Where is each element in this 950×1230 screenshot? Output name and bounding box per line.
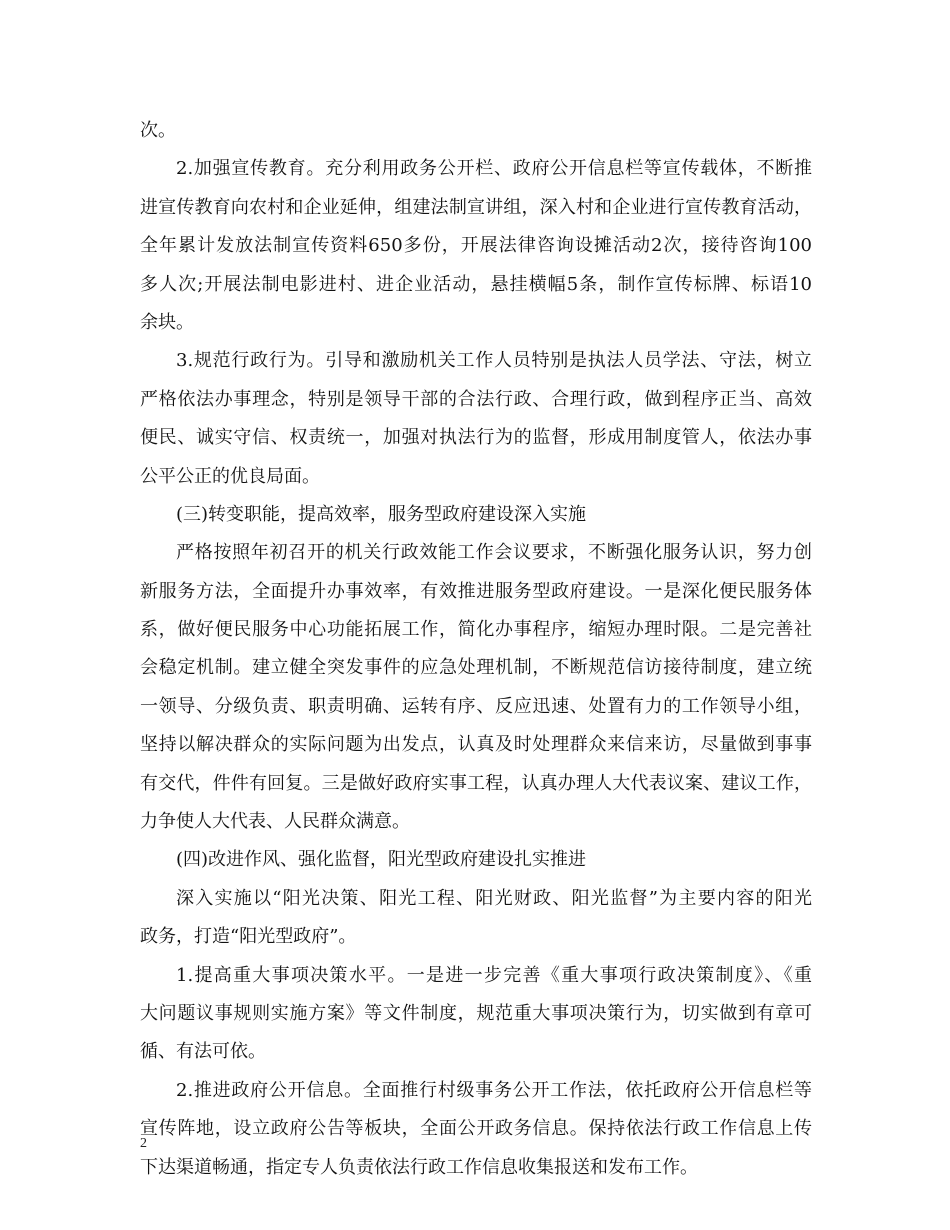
paragraph-line: 次。	[140, 120, 176, 141]
paragraph-line: 一领导、分级负责、职责明确、运转有序、反应迅速、处置有力的工作领导小组，	[140, 695, 812, 717]
paragraph-line: 深入实施以“阳光决策、阳光工程、阳光财政、阳光监督”为主要内容的阳光	[176, 887, 812, 909]
paragraph-line: 力争使人大代表、人民群众满意。	[140, 811, 410, 833]
paragraph-line: 余块。	[140, 311, 194, 333]
paragraph-line: 进宣传教育向农村和企业延伸，组建法制宣讲组，深入村和企业进行宣传教育活动，	[140, 196, 812, 218]
paragraph-line: 下达渠道畅通，指定专人负责依法行政工作信息收集报送和发布工作。	[140, 1156, 698, 1178]
paragraph-line: 系，做好便民服务中心功能拓展工作，简化办事程序，缩短办理时限。二是完善社	[140, 619, 812, 641]
section-heading: (四)改进作风、强化监督，阳光型政府建设扎实推进	[176, 849, 587, 871]
paragraph-line: 2.加强宣传教育。充分利用政务公开栏、政府公开信息栏等宣传载体，不断推	[176, 158, 812, 180]
paragraph-line: 坚持以解决群众的实际问题为出发点，认真及时处理群众来信来访，尽量做到事事	[140, 734, 812, 756]
paragraph-line: 会稳定机制。建立健全突发事件的应急处理机制，不断规范信访接待制度，建立统	[140, 657, 812, 679]
paragraph-line: 3.规范行政行为。引导和激励机关工作人员特别是执法人员学法、守法，树立	[176, 350, 812, 372]
section-heading: (三)转变职能，提高效率，服务型政府建设深入实施	[176, 503, 587, 525]
paragraph-line: 大问题议事规则实施方案》等文件制度，规范重大事项决策行为，切实做到有章可	[140, 1002, 812, 1024]
paragraph-line: 新服务方法，全面提升办事效率，有效推进服务型政府建设。一是深化便民服务体	[140, 580, 812, 602]
paragraph-line: 严格依法办事理念，特别是领导干部的合法行政、合理行政，做到程序正当、高效	[140, 388, 812, 410]
paragraph-line: 循、有法可依。	[140, 1041, 266, 1063]
paragraph-line: 公平公正的优良局面。	[140, 465, 320, 487]
paragraph-line: 便民、诚实守信、权责统一，加强对执法行为的监督，形成用制度管人，依法办事	[140, 427, 812, 449]
paragraph-line: 多人次;开展法制电影进村、进企业活动，悬挂横幅5条，制作宣传标牌、标语10	[140, 273, 812, 295]
document-body	[140, 112, 812, 1187]
paragraph-line: 全年累计发放法制宣传资料650多份，开展法律咨询设摊活动2次，接待咨询100	[140, 235, 812, 257]
paragraph-line: 宣传阵地，设立政府公告等板块，全面公开政务信息。保持依法行政工作信息上传	[140, 1118, 812, 1140]
paragraph-line: 严格按照年初召开的机关行政效能工作会议要求，不断强化服务认识，努力创	[176, 542, 812, 564]
paragraph-line: 有交代，件件有回复。三是做好政府实事工程，认真办理人大代表议案、建议工作，	[140, 772, 812, 794]
paragraph-line: 政务，打造“阳光型政府”。	[140, 926, 357, 948]
paragraph-line: 2.推进政府公开信息。全面推行村级事务公开工作法，依托政府公开信息栏等	[176, 1079, 812, 1101]
paragraph-line: 1.提高重大事项决策水平。一是进一步完善《重大事项行政决策制度》、《重	[176, 964, 812, 986]
page-number: 2	[140, 1136, 147, 1151]
